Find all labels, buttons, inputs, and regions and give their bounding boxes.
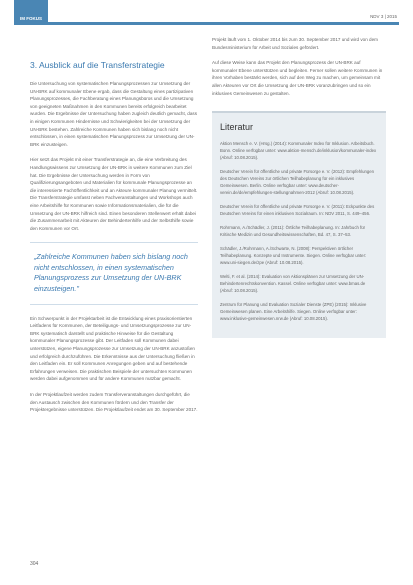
literature-item: Rohrmann, A./Schädler, J. (2011): Örtliche Teilhabeplanung. In: Jahrbuch für Kritische Medizin und Gesundheitswissenschaften, Bd. 47, S. 37–53. [220, 225, 366, 238]
literature-item: Deutscher Verein für öffentliche und private Fürsorge e. V. (2011): Eckpunkte des Deutschen Vereins für einen inklusiven Sozialraum. In: NDV 2011, S. 449–456. [220, 204, 375, 217]
literature-item: Deutscher Verein für öffentliche und private Fürsorge e. V. (2012): Empfehlungen des Deutschen Vereins zur örtlichen Teilhabeplanung für ein inklusives Gemeinwesen. Berlin. Online verfügbar unter: www.deutscher-verein.de/de/empfehlungen-stellungnahmen-2012 (Abruf: 10.08.2015). [220, 169, 375, 196]
intro-paragraph-2: Auf diese Weise kann das Projekt den Planungsprozess der UN-BRK auf kommunaler Ebene unterstützen und begleiten. Ferner sollen weitere Kommunen in ihren Vorhaben bestärkt werden, sich auf den Weg zu machen, um gemeinsam mit allen Akteuren vor Ort die Umsetzung der UN-BRK voranzubringen und so ein inklusives Gemeinwesen zu gestalten. [212, 60, 383, 96]
literature-item: Zentrum für Planung und Evaluation Sozialer Dienste (ZPE) (2015): Inklusive Gemeinwesen planen. Eine Arbeitshilfe. Siegen. Online verfügbar unter: www.inklusive-gemeinwesen.nrw.de (Abruf: 10.08.2015). [220, 302, 367, 322]
literature-item: Schädler, J./Rohrmann, A./Schwarte, N. (2008): Perspektiven örtlicher Teilhabeplanung. Konzepte und Instrumente. Siegen. Online verfügbar unter: www.uni-siegen.de/zpe (Abruf: 10.08.2015). [220, 246, 367, 266]
left-column [30, 60, 198, 422]
paragraph-1: Die Untersuchung von systematischen Planungsprozessen zur Umsetzung der UN-BRK auf kommunaler Ebene ergab, dass die Gestaltung eines partizipativen Planungsprozesses, die Fachberatung eines Planungsbüros und die Umsetzung von geeigneten Maßnahmen in den Kommunen bereits erfolgreich bearbeitet wurden. Die Ergebnisse der Untersuchung haben zugleich deutlich gemacht, dass in einigen Kommunen Hindernisse und Schwierigkeiten bei der Umsetzung der UN-BRK bestehen. Zahlreiche Kommunen haben sich bislang noch nicht entschlossen, in einen systematischen Planungsprozess zur Umsetzung der UN-BRK einzusteigen. [30, 81, 198, 147]
literature-item: Welti, F. et al. (2014): Evaluation von Aktionsplänen zur Umsetzung der UN-Behindertenrechtskonvention. Kassel. Online verfügbar unter: www.bmas.de (Abruf: 10.08.2015). [220, 274, 366, 294]
pull-quote: „Zahlreiche Kommunen haben sich bislang noch nicht entschlossen, in einen systematischen Planungsprozess zur Umsetzung der UN-BRK einzusteigen." [30, 242, 198, 304]
section-tag: IM FOKUS [14, 0, 48, 25]
right-column [212, 36, 386, 338]
literature-title: Literatur [220, 122, 254, 133]
literature-box [212, 111, 386, 338]
section-heading: 3. Ausblick auf die Transferstrategie [30, 60, 165, 70]
paragraph-2: Hier setzt das Projekt mit einer Transferstrategie an, die eine Verbreitung des Handlungswissens zur Umsetzung der UN-BRK in weitere Kommunen zum Ziel hat. Die Ergebnisse der Untersuchung werden in Form von Qualifizierungsangeboten und Materialien für kommunale Planungsprozesse an die interessierte Fachöffentlichkeit und an Akteure kommunaler Planung vermittelt. Die Transferstrategie umfasst neben Fachveranstaltungen und Workshops auch eine Arbeitshilfe für Kommunen sowie Informationsmaterialien, die für die Umsetzung der UN-BRK hilfreich sind. Einen besonderen Stellenwert erhält dabei die Zusammenarbeit mit Akteuren der Behindertenhilfe und der Selbsthilfe sowie den Kommunen vor Ort. [30, 157, 198, 231]
issue-label: NDV 3 | 2015 [370, 14, 397, 19]
paragraph-3: Ein Schwerpunkt in der Projektarbeit ist die Entwicklung eines praxisorientierten Leitfadens für Kommunen, der Beteiligungs- und Umsetzungsprozesse zur UN-BRK systematisch darstellt und praktische Hinweise für die Gestaltung kommunaler Planungsprozesse gibt. Der Leitfaden soll Kommunen dabei unterstützen, eigene Planungsprozesse zur Umsetzung der UN-BRK anzustoßen und erfolgreich durchzuführen. Die Erkenntnisse aus der Untersuchung fließen in den Leitfaden ein. Er soll Kommunen Anregungen geben und auf bestehende Erfahrungen verweisen. Die praktischen Beispiele der untersuchten Kommunen werden dabei aufgenommen und für andere Kommunen nutzbar gemacht. [30, 315, 195, 382]
paragraph-4: In der Projektlaufzeit werden zudem Transferveranstaltungen durchgeführt, die den Austausch zwischen den Kommunen fördern und den Transfer der Projektergebnisse unterstützen. Die Projektlaufzeit endet am 30. September 2017. [30, 392, 198, 413]
page-number: 304 [30, 561, 39, 567]
intro-paragraph-1: Projekt läuft vom 1. Oktober 2014 bis zum 30. September 2017 und wird von dem Bundesministerium für Arbeit und Soziales gefördert. [212, 37, 378, 50]
header-rule [14, 22, 399, 25]
literature-item: Aktion Mensch e. V. (Hrsg.) (2014): Kommunaler Index für Inklusion. Arbeitsbuch. Bonn. Online verfügbar unter: www.aktion-mensch.de/inklusion/kommunaler-index (Abruf: 10.08.2015). [220, 141, 377, 161]
